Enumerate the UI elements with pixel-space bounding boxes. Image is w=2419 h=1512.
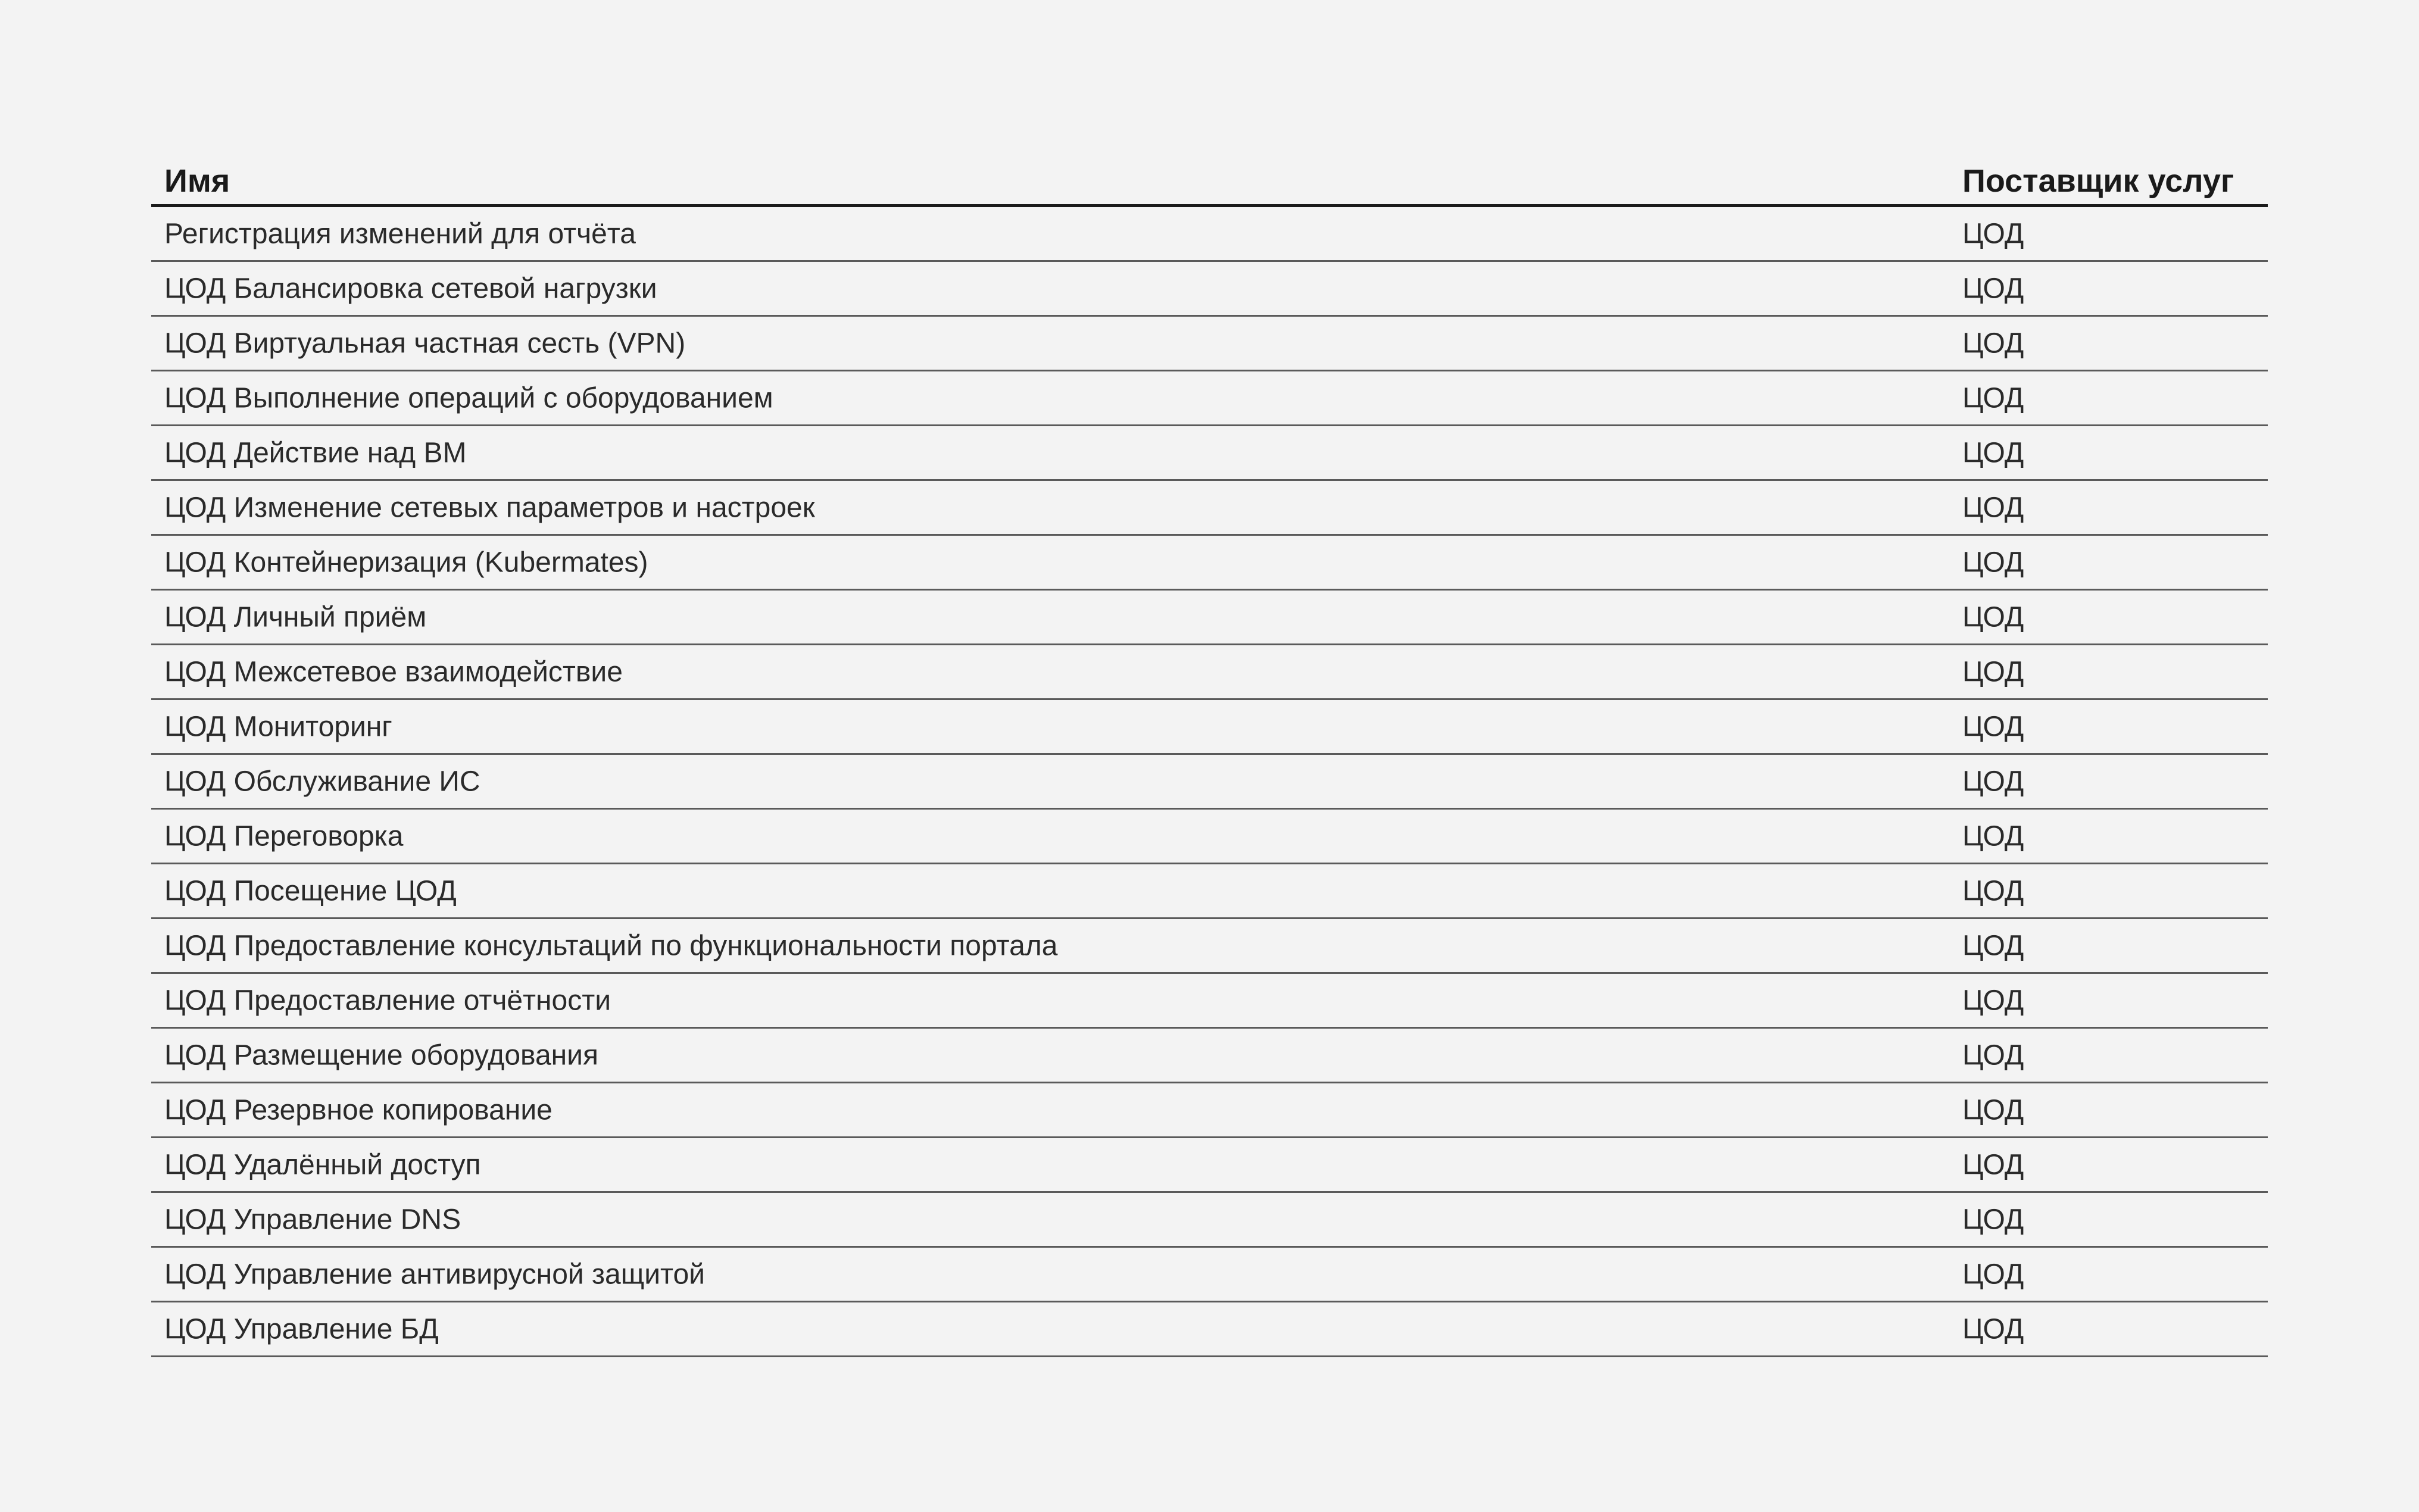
row-service-provider: ЦОД xyxy=(1962,546,2024,578)
row-service-provider: ЦОД xyxy=(1962,711,2024,742)
row-service-provider: ЦОД xyxy=(1962,273,2024,304)
table-body xyxy=(151,207,2268,1357)
row-service-name: ЦОД Межсетевое взаимодействие xyxy=(164,656,623,688)
row-service-provider: ЦОД xyxy=(1962,1204,2024,1235)
table-row[interactable] xyxy=(151,426,2268,481)
row-service-provider: ЦОД xyxy=(1962,218,2024,249)
column-header-provider[interactable]: Поставщик услуг xyxy=(1962,163,2234,199)
table-row[interactable] xyxy=(151,371,2268,426)
row-service-name: ЦОД Выполнение операций с оборудованием xyxy=(164,382,773,414)
row-service-name: ЦОД Посещение ЦОД xyxy=(164,875,457,907)
row-service-provider: ЦОД xyxy=(1962,437,2024,468)
row-service-provider: ЦОД xyxy=(1962,820,2024,852)
table-row[interactable] xyxy=(151,1029,2268,1083)
row-service-name: ЦОД Изменение сетевых параметров и настроек xyxy=(164,492,815,523)
row-service-name: ЦОД Резервное копирование xyxy=(164,1094,553,1126)
row-service-provider: ЦОД xyxy=(1962,930,2024,961)
table-row[interactable] xyxy=(151,700,2268,755)
row-service-name: ЦОД Управление антивирусной защитой xyxy=(164,1258,705,1290)
table-row[interactable] xyxy=(151,591,2268,645)
table-row[interactable] xyxy=(151,1302,2268,1357)
row-service-name: ЦОД Переговорка xyxy=(164,820,404,852)
row-service-name: ЦОД Личный приём xyxy=(164,601,427,633)
row-service-provider: ЦОД xyxy=(1962,985,2024,1016)
row-service-provider: ЦОД xyxy=(1962,601,2024,633)
row-service-provider: ЦОД xyxy=(1962,766,2024,797)
table-row[interactable] xyxy=(151,974,2268,1029)
row-service-provider: ЦОД xyxy=(1962,1313,2024,1345)
row-service-name: ЦОД Балансировка сетевой нагрузки xyxy=(164,273,657,304)
row-service-provider: ЦОД xyxy=(1962,1039,2024,1071)
row-service-provider: ЦОД xyxy=(1962,382,2024,414)
row-service-name: ЦОД Управление DNS xyxy=(164,1204,461,1235)
row-service-name: ЦОД Размещение оборудования xyxy=(164,1039,598,1071)
row-service-name: ЦОД Виртуальная частная сесть (VPN) xyxy=(164,327,686,359)
table-row[interactable] xyxy=(151,1138,2268,1193)
table-row[interactable] xyxy=(151,1083,2268,1138)
row-service-provider: ЦОД xyxy=(1962,327,2024,359)
table-header xyxy=(151,152,2268,207)
row-service-name: ЦОД Предоставление консультаций по функциональности портала xyxy=(164,930,1058,961)
table-row[interactable] xyxy=(151,919,2268,974)
row-service-provider: ЦОД xyxy=(1962,1094,2024,1126)
table-row[interactable] xyxy=(151,1193,2268,1248)
row-service-name: ЦОД Удалённый доступ xyxy=(164,1149,481,1180)
table-row[interactable] xyxy=(151,317,2268,371)
table-row[interactable] xyxy=(151,207,2268,262)
services-table xyxy=(151,152,2268,1357)
row-service-name: ЦОД Управление БД xyxy=(164,1313,439,1345)
table-row[interactable] xyxy=(151,1248,2268,1302)
row-service-provider: ЦОД xyxy=(1962,492,2024,523)
table-row[interactable] xyxy=(151,262,2268,317)
row-service-name: ЦОД Мониторинг xyxy=(164,711,392,742)
row-service-name: ЦОД Предоставление отчётности xyxy=(164,985,611,1016)
table-row[interactable] xyxy=(151,810,2268,864)
row-service-provider: ЦОД xyxy=(1962,1258,2024,1290)
table-row[interactable] xyxy=(151,481,2268,536)
row-service-name: ЦОД Действие над ВМ xyxy=(164,437,467,468)
row-service-provider: ЦОД xyxy=(1962,875,2024,907)
table-row[interactable] xyxy=(151,864,2268,919)
column-header-name[interactable]: Имя xyxy=(164,163,230,199)
row-service-provider: ЦОД xyxy=(1962,656,2024,688)
table-row[interactable] xyxy=(151,755,2268,810)
row-service-name: ЦОД Обслуживание ИС xyxy=(164,766,480,797)
table-row[interactable] xyxy=(151,645,2268,700)
row-service-provider: ЦОД xyxy=(1962,1149,2024,1180)
table-row[interactable] xyxy=(151,536,2268,591)
row-service-name: Регистрация изменений для отчёта xyxy=(164,218,636,249)
row-service-name: ЦОД Контейнеризация (Kubermates) xyxy=(164,546,648,578)
